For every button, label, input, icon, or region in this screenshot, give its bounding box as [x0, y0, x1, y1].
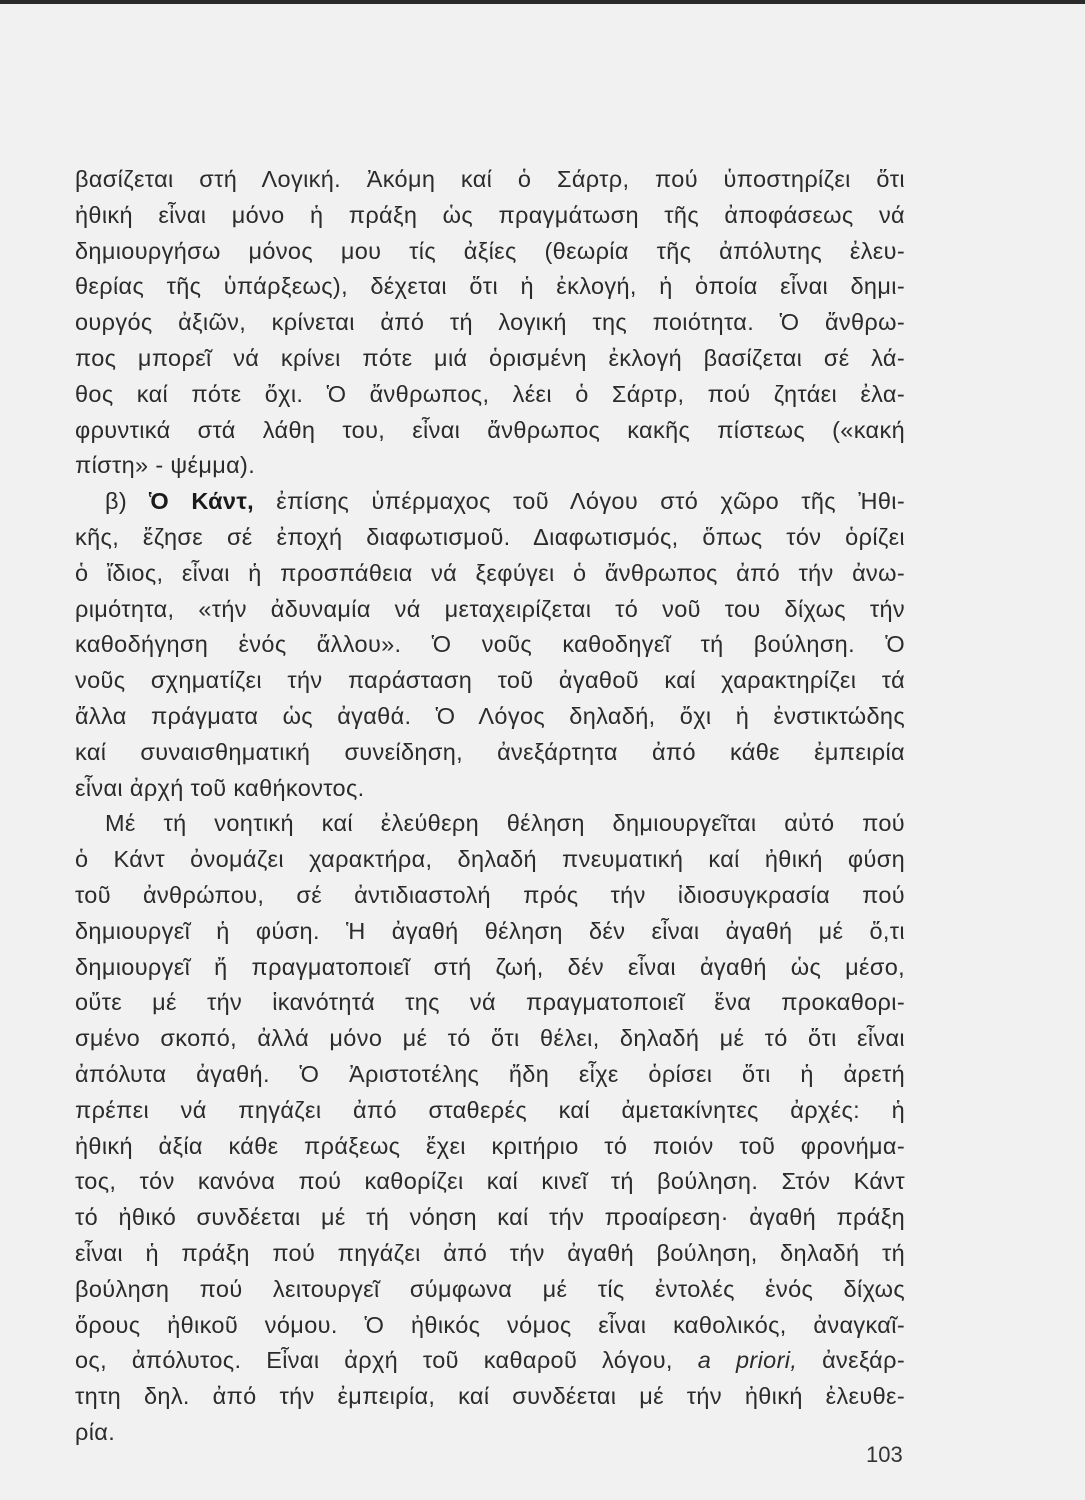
text-line: ριμότητα, «τήν ἀδυναμία νά μεταχειρίζεται τό νοῦ του δίχως τήν — [75, 595, 905, 622]
text-line: δημιουργήσω μόνος μου τίς ἀξίες (θεωρία τῆς ἀπόλυτης ἐλευ- — [75, 237, 905, 264]
text-line: ὁ Κάντ ὀνομάζει χαρακτήρα, δηλαδή πνευματική καί ἠθική φύση — [75, 846, 905, 873]
text-line: θος καί πότε ὄχι. Ὁ ἄνθρωπος, λέει ὁ Σάρτρ, πού ζητάει ἐλα- — [75, 380, 905, 407]
text-line: τό ἠθικό συνδέεται μέ τή νόηση καί τήν προαίρεση· ἀγαθή πράξη — [75, 1204, 905, 1231]
text-line: πρέπει νά πηγάζει ἀπό σταθερές καί ἀμετακίνητες ἀρχές: ἡ — [75, 1096, 905, 1123]
text-fragment: ἐπίσης ὑπέρμαχος τοῦ Λόγου στό χῶρο τῆς Ἠθι- — [254, 488, 905, 515]
page-number: 103 — [866, 1442, 903, 1467]
text-line: νοῦς σχηματίζει τήν παράσταση τοῦ ἀγαθοῦ καί χαρακτηρίζει τά — [75, 667, 905, 694]
text-line: ὁ ἴδιος, εἶναι ἡ προσπάθεια νά ξεφύγει ὁ ἄνθρωπος ἀπό τήν ἀνω- — [75, 559, 905, 586]
text-line-italic — [75, 1343, 905, 1379]
kant-heading: Ὁ Κάντ, — [149, 488, 255, 515]
text-fragment: ἀνεξάρ- — [797, 1347, 906, 1374]
text-line-heading — [75, 484, 905, 520]
text-line: τος, τόν κανόνα πού καθορίζει καί κινεῖ τή βούληση. Στόν Κάντ — [75, 1168, 905, 1195]
text-line: ὅρους ἠθικοῦ νόμου. Ὁ ἠθικός νόμος εἶναι καθολικός, ἀναγκαῖ- — [75, 1311, 905, 1338]
text-line: εἶναι ἀρχή τοῦ καθήκοντος. — [75, 774, 365, 801]
text-line: Μέ τή νοητική καί ἐλεύθερη θέληση δημιουργεῖται αὐτό πού — [105, 810, 905, 837]
text-line: πος μπορεῖ νά κρίνει πότε μιά ὁρισμένη ἐκλογή βασίζεται σέ λά- — [75, 344, 905, 371]
text-line: ουργός ἀξιῶν, κρίνεται ἀπό τή λογική της ποιότητα. Ὁ ἄνθρω- — [75, 309, 905, 336]
text-line: σμένο σκοπό, ἀλλά μόνο μέ τό ὅτι θέλει, δηλαδή μέ τό ὅτι εἶναι — [75, 1025, 905, 1052]
text-line: ἄλλα πράγματα ὡς ἀγαθά. Ὁ Λόγος δηλαδή, ὄχι ἡ ἐνστικτώδης — [75, 702, 905, 729]
text-fragment: ος, ἀπόλυτος. Εἶναι ἀρχή τοῦ καθαροῦ λόγου, — [75, 1347, 698, 1374]
text-line: δημιουργεῖ ἤ πραγματοποιεῖ στή ζωή, δέν εἶναι ἀγαθή ὡς μέσο, — [75, 953, 905, 980]
text-line: τοῦ ἀνθρώπου, σέ ἀντιδιαστολή πρός τήν ἰδιοσυγκρασία πού — [75, 881, 905, 908]
text-line: βασίζεται στή Λογική. Ἀκόμη καί ὁ Σάρτρ, πού ὑποστηρίζει ὅτι — [75, 166, 905, 192]
text-line: ρία. — [75, 1418, 116, 1445]
text-line: ἠθική εἶναι μόνο ἡ πράξη ὡς πραγμάτωση τῆς ἀποφάσεως νά — [75, 201, 905, 228]
body-text — [75, 162, 905, 1451]
text-line: οὔτε μέ τήν ἱκανότητά της νά πραγματοποιεῖ ἕνα προκαθορι- — [75, 989, 905, 1016]
paragraph-sartre — [75, 162, 905, 484]
text-line: καί συναισθηματική συνείδηση, ἀνεξάρτητα ἀπό κάθε ἐμπειρία — [75, 738, 905, 765]
text-line: τητη δηλ. ἀπό τήν ἐμπειρία, καί συνδέεται μέ τήν ἠθική ἐλευθε- — [75, 1383, 905, 1410]
text-line: ἀπόλυτα ἀγαθή. Ὁ Ἀριστοτέλης ἤδη εἶχε ὁρίσει ὅτι ἡ ἀρετή — [75, 1060, 905, 1087]
text-line: θερίας τῆς ὑπάρξεως), δέχεται ὅτι ἡ ἐκλογή, ἡ ὁποία εἶναι δημι- — [75, 273, 905, 300]
text-line: εἶναι ἡ πράξη πού πηγάζει ἀπό τήν ἀγαθή βούληση, δηλαδή τή — [75, 1239, 905, 1266]
text-line: δημιουργεῖ ἡ φύση. Ἡ ἀγαθή θέληση δέν εἶναι ἀγαθή μέ ὅ,τι — [75, 917, 905, 944]
text-line: βούληση πού λειτουργεῖ σύμφωνα μέ τίς ἐντολές ἑνός δίχως — [75, 1275, 905, 1302]
text-line: πίστη» - ψέμμα). — [75, 452, 256, 479]
item-marker: β) — [105, 488, 150, 515]
text-line: κῆς, ἔζησε σέ ἐποχή διαφωτισμοῦ. Διαφωτισμός, ὅπως τόν ὁρίζει — [75, 523, 905, 550]
text-line: φρυντικά στά λάθη του, εἶναι ἄνθρωπος κακῆς πίστεως («κακή — [75, 416, 905, 443]
text-line: καθοδήγηση ἑνός ἄλλου». Ὁ νοῦς καθοδηγεῖ τή βούληση. Ὁ — [75, 631, 905, 658]
paragraph-kant — [75, 484, 905, 806]
text-line: ἠθική ἀξία κάθε πράξεως ἔχει κριτήριο τό ποιόν τοῦ φρονήμα- — [75, 1132, 905, 1159]
paragraph-will — [75, 806, 905, 1450]
a-priori-term: a priori, — [697, 1347, 798, 1374]
